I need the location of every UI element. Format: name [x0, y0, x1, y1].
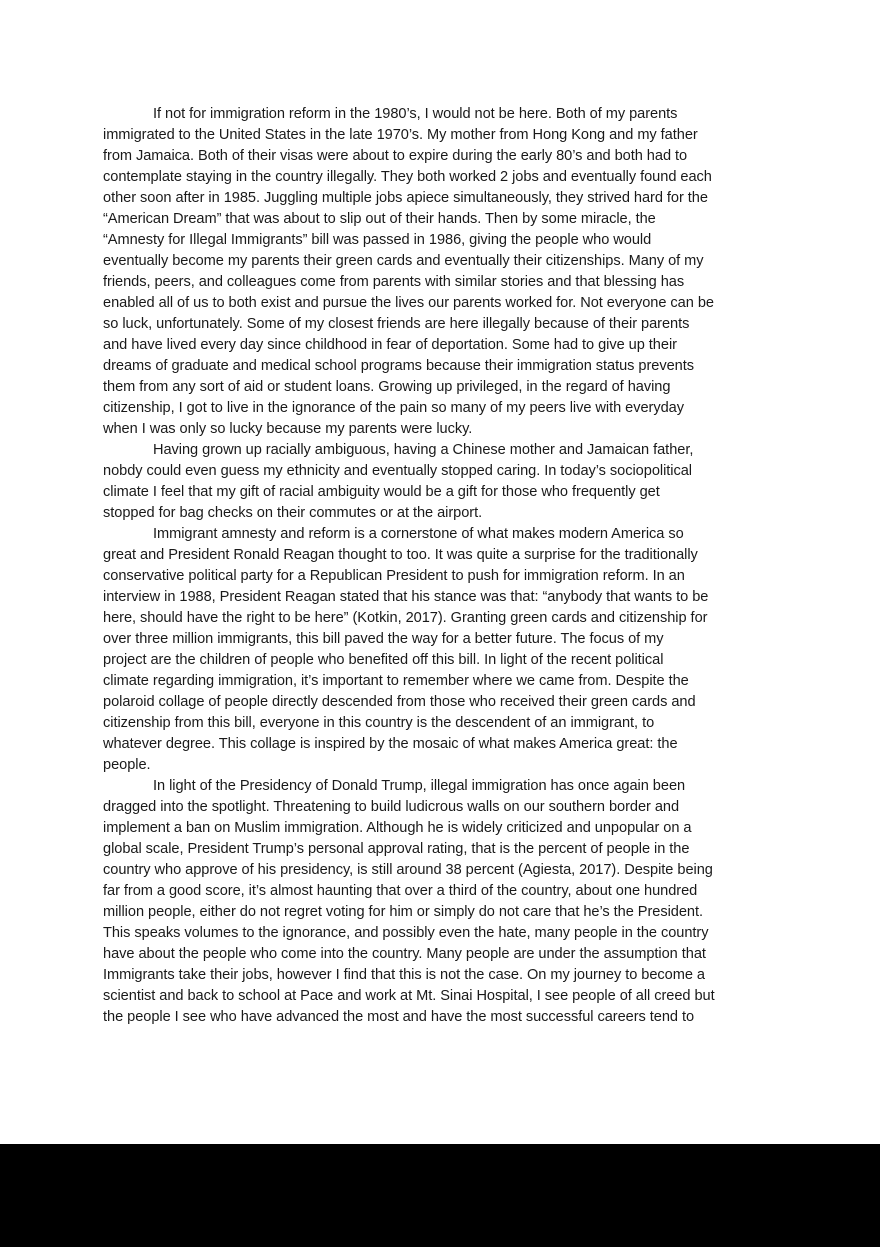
text-line: so luck, unfortunately. Some of my closest friends are here illegally because of their parents — [103, 316, 690, 332]
text-line: project are the children of people who benefited off this bill. In light of the recent political — [103, 652, 664, 668]
text-line: country who approve of his presidency, is still around 38 percent (Agiesta, 2017). Despite being — [103, 862, 713, 878]
text-line: have about the people who come into the country. Many people are under the assumption that — [103, 946, 706, 962]
text-line: stopped for bag checks on their commutes or at the airport. — [103, 505, 483, 521]
text-line: dreams of graduate and medical school programs because their immigration status prevents — [103, 358, 695, 374]
text-line: here, should have the right to be here” (Kotkin, 2017). Granting green cards and citizenship for — [103, 610, 708, 626]
text-line: and have lived every day since childhood in fear of deportation. Some had to give up their — [103, 337, 677, 353]
text-line: over three million immigrants, this bill paved the way for a better future. The focus of my — [103, 631, 664, 647]
text-line: people. — [103, 757, 151, 773]
text-line: global scale, President Trump’s personal approval rating, that is the percent of people in the — [103, 841, 690, 857]
text-line: enabled all of us to both exist and pursue the lives our parents worked for. Not everyone can be — [103, 295, 714, 311]
text-line: far from a good score, it’s almost haunting that over a third of the country, about one hundred — [103, 883, 698, 899]
text-line: interview in 1988, President Reagan stated that his stance was that: “anybody that wants to be — [103, 589, 709, 605]
text-line: In light of the Presidency of Donald Trump, illegal immigration has once again been — [153, 778, 686, 794]
text-line: scientist and back to school at Pace and work at Mt. Sinai Hospital, I see people of all creed but — [103, 988, 715, 1004]
text-line: other soon after in 1985. Juggling multiple jobs apiece simultaneously, they strived hard for the — [103, 190, 708, 206]
text-line: citizenship, I got to live in the ignorance of the pain so many of my peers live with everyday — [103, 400, 684, 416]
text-line: “Amnesty for Illegal Immigrants” bill was passed in 1986, giving the people who would — [103, 232, 652, 248]
text-line: Immigrants take their jobs, however I find that this is not the case. On my journey to become a — [103, 967, 705, 983]
text-line: implement a ban on Muslim immigration. Although he is widely criticized and unpopular on a — [103, 820, 692, 836]
text-line: climate I feel that my gift of racial ambiguity would be a gift for those who frequently get — [103, 484, 660, 500]
text-line: This speaks volumes to the ignorance, and possibly even the hate, many people in the country — [103, 925, 709, 941]
text-line: polaroid collage of people directly descended from those who received their green cards and — [103, 694, 696, 710]
text-line: citizenship from this bill, everyone in this country is the descendent of an immigrant, to — [103, 715, 655, 731]
text-line: Immigrant amnesty and reform is a cornerstone of what makes modern America so — [153, 526, 684, 542]
text-line: contemplate staying in the country illegally. They both worked 2 jobs and eventually found each — [103, 169, 712, 185]
text-line: great and President Ronald Reagan thought to too. It was quite a surprise for the traditionally — [103, 547, 698, 563]
text-line: when I was only so lucky because my parents were lucky. — [103, 421, 473, 437]
essay-text-block — [103, 104, 779, 1028]
text-line: dragged into the spotlight. Threatening to build ludicrous walls on our southern border and — [103, 799, 680, 815]
text-line: them from any sort of aid or student loans. Growing up privileged, in the regard of having — [103, 379, 671, 395]
text-line: climate regarding immigration, it’s important to remember where we came from. Despite the — [103, 673, 689, 689]
text-line: immigrated to the United States in the late 1970’s. My mother from Hong Kong and my father — [103, 127, 698, 143]
text-line: friends, peers, and colleagues come from parents with similar stories and that blessing has — [103, 274, 685, 290]
text-line: eventually become my parents their green cards and eventually their citizenships. Many of my — [103, 253, 704, 269]
text-line: Having grown up racially ambiguous, having a Chinese mother and Jamaican father, — [153, 442, 694, 458]
text-line: “American Dream” that was about to slip out of their hands. Then by some miracle, the — [103, 211, 656, 227]
text-line: If not for immigration reform in the 1980’s, I would not be here. Both of my parents — [153, 106, 678, 122]
bottom-letterbox-bar — [0, 1144, 880, 1247]
text-line: nobdy could even guess my ethnicity and eventually stopped caring. In today’s sociopolitical — [103, 463, 692, 479]
text-line: from Jamaica. Both of their visas were about to expire during the early 80’s and both had to — [103, 148, 688, 164]
text-line: conservative political party for a Republican President to push for immigration reform. In an — [103, 568, 685, 584]
text-line: whatever degree. This collage is inspired by the mosaic of what makes America great: the — [103, 736, 678, 752]
text-line: the people I see who have advanced the most and have the most successful careers tend to — [103, 1009, 695, 1025]
text-line: million people, either do not regret voting for him or simply do not care that he’s the President. — [103, 904, 703, 920]
